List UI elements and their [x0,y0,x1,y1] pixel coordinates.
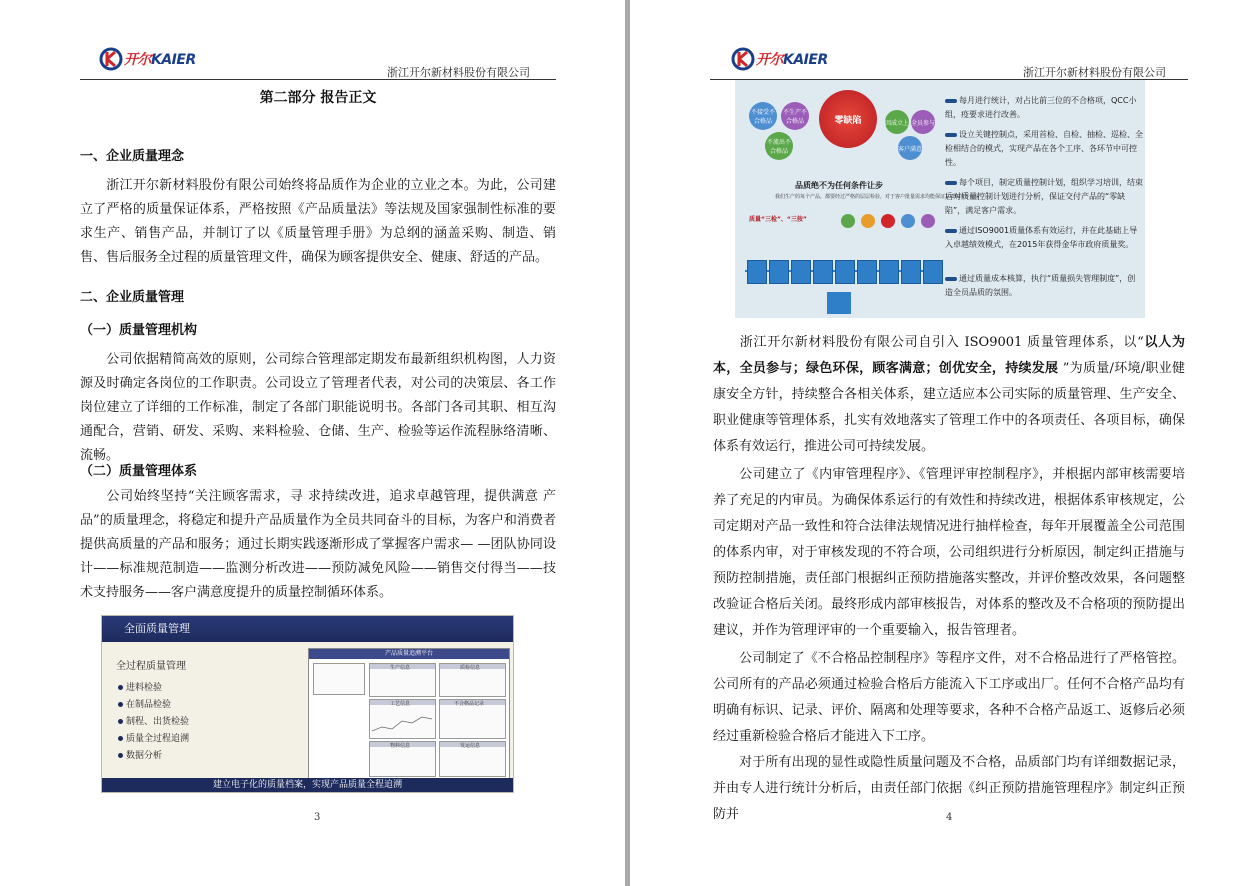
figure-quality-infographic [735,80,1145,318]
figure-three-checks-label: 质量“三检”、“三按” [749,216,807,223]
platform-title: 产品质量追溯平台 [309,649,509,659]
company-logo [98,44,198,74]
paragraph-corrective: 对于所有出现的显性或隐性质量问题及不合格，品质部门均有详细数据记录，并由专人进行统计分析后，由责任部门依据《纠正预防措施管理程序》制定纠正预防并 [713,755,1185,822]
bubble: 因成立上 [885,110,909,134]
figure-bottom-bar: 建立电子化的质量档案，实现产品质量全程追溯 [102,778,513,792]
company-logo [730,44,830,74]
page-number: 4 [946,812,953,823]
arrow-icon [945,99,957,103]
person-icon [901,214,915,228]
person-icon [921,214,935,228]
subsection-title-organization: （一）质量管理机构 [80,323,198,338]
bullet-icon [118,685,123,690]
bubble: 不生产不合格品 [781,102,809,130]
process-step [791,260,811,284]
process-step [879,260,899,284]
logo-text-en: KAIER [783,52,828,68]
figure-menu-item: 质量全过程追溯 [118,731,189,744]
page-left [0,0,625,886]
arrow-icon [945,181,957,185]
person-icon [841,214,855,228]
part-title: 第二部分 报告正文 [259,90,377,106]
figure-menu-item: 制程、出货检验 [118,714,189,727]
figure-note: 设立关键控制点，采用首检、自检、抽检、巡检、全检相结合的模式，实现产品在各个工序、各环节中可控性。 [945,130,1143,167]
paragraph-system [80,485,556,605]
zero-defect-circle: 零缺陷 [819,90,877,148]
page-right [630,0,1257,886]
figure-note: 每月进行统计，对占比前三位的不合格项，QCC小组，疫要求进行改善。 [945,96,1137,119]
company-name: 浙江开尔新材料股份有限公司 [387,66,530,79]
bubble: 全员参与 [911,110,935,134]
bubble: 不流出不合格品 [765,132,793,160]
subsection-title-system: （二）质量管理体系 [80,464,198,479]
figure-side-title: 全过程质量管理 [116,661,186,672]
paragraph-nonconforming: 公司制定了《不合格品控制程序》等程序文件，对不合格品进行了严格管控。公司所有的产品必须通过检验合格后方能流入下工序或出厂。任何不合格产品均有明确有标识、记录、评价、隔离和处理等要求，各种不合格产品返工、返修后必须经过重新检验合格后才能进入下工序。 [713,651,1185,744]
person-icon [861,214,875,228]
paragraph-internal-audit: 公司建立了《内审管理程序》、《管理评审控制程序》，并根据内部审核需要培养了充足的内审员。为确保体系运行的有效性和持续改进，根据体系审核规定，公司定期对产品一致性和符合法律法规情况进行抽样检查，每年开展覆盖全公司范围的体系内审，对于审核发现的不符合项，公司组织进行分析原因，制定纠正措施与预防控制措施，责任部门根据纠正预防措施落实整改，并评价整改效果，各问题整改验证合格后关闭。最终形成内部审核报告，对体系的整改及不合格项的预防提出建议，并作为管理评审的一个重要输入，报告管理者。 [713,467,1185,638]
bullet-icon [118,753,123,758]
paragraph-quality-concept [80,174,556,270]
policy-bold-text: 以人为本，全员参与；绿色环保，顾客满意；创优安全，持续发展 [713,335,1185,376]
arrow-icon [945,277,957,281]
figure-slogan: 品质绝不为任何条件让步 [795,181,883,190]
platform-box: 质检信息 [439,663,506,697]
page-number: 3 [314,812,321,823]
bullet-icon [118,702,123,707]
figure-menu-item: 在制品检验 [118,697,171,710]
figure-note: 通过质量成本核算，执行“质量损失管理制度”，创造全员品质的氛围。 [945,274,1136,297]
paragraph-text: 浙江开尔新材料股份有限公司始终将品质作为企业的立业之本。为此，公司建立了严格的质量保证体系，严格按照《产品质量法》等法规及国家强制性标准的要求生产、销售产品，并制订了以《质量管理手册》为总纲的涵盖采购、制造、销售、售后服务全过程的质量管理文件，确保为顾客提供安全、健康、舒适的产品。 [80,178,556,265]
bubble: 客户满意 [898,136,922,160]
process-step [835,260,855,284]
logo-text-en: KAIER [151,52,196,68]
platform-box: 物料信息 [369,741,436,777]
process-step [857,260,877,284]
header-rule [80,79,556,80]
figure-menu-item: 进料检验 [118,680,162,693]
paragraph-policy: 浙江开尔新材料股份有限公司自引入 ISO9001 质量管理体系，以“以人为本，全员参与；绿色环保，顾客满意；创优安全，持续发展 ”为质量/环境/职业健康安全方针，持续整合各相关体系，建立适应本公司实际的质量管理、生产安全、职业健康等管理体系，扎实有效地落实了管理工作中的各项责任、各项目标，确保体系有效运行，推进公司可持续发展。 [713,335,1185,454]
arrow-icon [945,229,957,233]
paragraph-text: 公司始终坚持“关注顾客需求，寻 求持续改进，追求卓越管理，提供满意 产品”的质量理念，将稳定和提升产品质量作为全员共同奋斗的目标，为客户和消费者提供高质量的产品和服务；通过长期实践逐渐形成了掌握客户需求— —团队协同设计——标准规范制造——监测分析改进——预防减免风险——销售交付得当——技术支持服务——客户满意度提升的质量控制循环体系。 [80,489,556,600]
process-step [813,260,833,284]
logo-text-cn: 开尔 [756,52,783,68]
arrow-icon [945,133,957,137]
platform-box: 工艺信息 [369,699,436,739]
logo-text-cn: 开尔 [124,52,151,68]
bubble: 不接受不合格品 [749,102,777,130]
section-title-quality-management: 二、企业质量管理 [80,290,185,305]
figure-slogan-sub: 我们生产的每个产品，都要经过严格的层层检验，对于客户批量需求均能保证100%的不良品 [775,194,980,200]
traceability-platform [308,648,510,788]
platform-box: 不合格品记录 [439,699,506,739]
company-name: 浙江开尔新材料股份有限公司 [1023,66,1166,79]
platform-search-box [313,663,365,695]
bullet-icon [118,736,123,741]
platform-box: 发运信息 [439,741,506,777]
section-title-quality-concept: 一、企业质量理念 [80,149,185,164]
process-step [901,260,921,284]
figure-top-bar: 全面质量管理 [102,616,513,642]
kaier-logo-icon [730,46,756,72]
process-step [747,260,767,284]
process-output-box [827,292,851,314]
bullet-icon [118,719,123,724]
process-step [769,260,789,284]
process-step [923,260,943,284]
figure-note: 通过ISO9001质量体系有效运行，并在此基础上导入卓越绩效模式，在2015年获得金华市政府质量奖。 [945,226,1138,249]
person-icon [881,214,895,228]
process-trend-icon [372,707,432,735]
paragraph-text: 公司依据精简高效的原则，公司综合管理部定期发布最新组织机构图，人力资源及时确定各岗位的工作职责。公司设立了管理者代表，对公司的决策层、各工作岗位建立了详细的工作标准，制定了各部门职能说明书。各部门各司其职、相互沟通配合，营销、研发、采购、来料检验、仓储、生产、检验等运作流程脉络清晰、流畅。 [80,352,556,463]
figure-total-quality-management [101,615,514,793]
figure-note: 每个项目，制定质量控制计划，组织学习培训，结束后对质量控制计划进行分析，保证交付产品的“零缺陷”，满足客户需求。 [945,178,1143,215]
platform-box: 生产信息 [369,663,436,697]
figure-menu-item: 数据分析 [118,748,162,761]
kaier-logo-icon [98,46,124,72]
paragraph-organization [80,348,556,468]
